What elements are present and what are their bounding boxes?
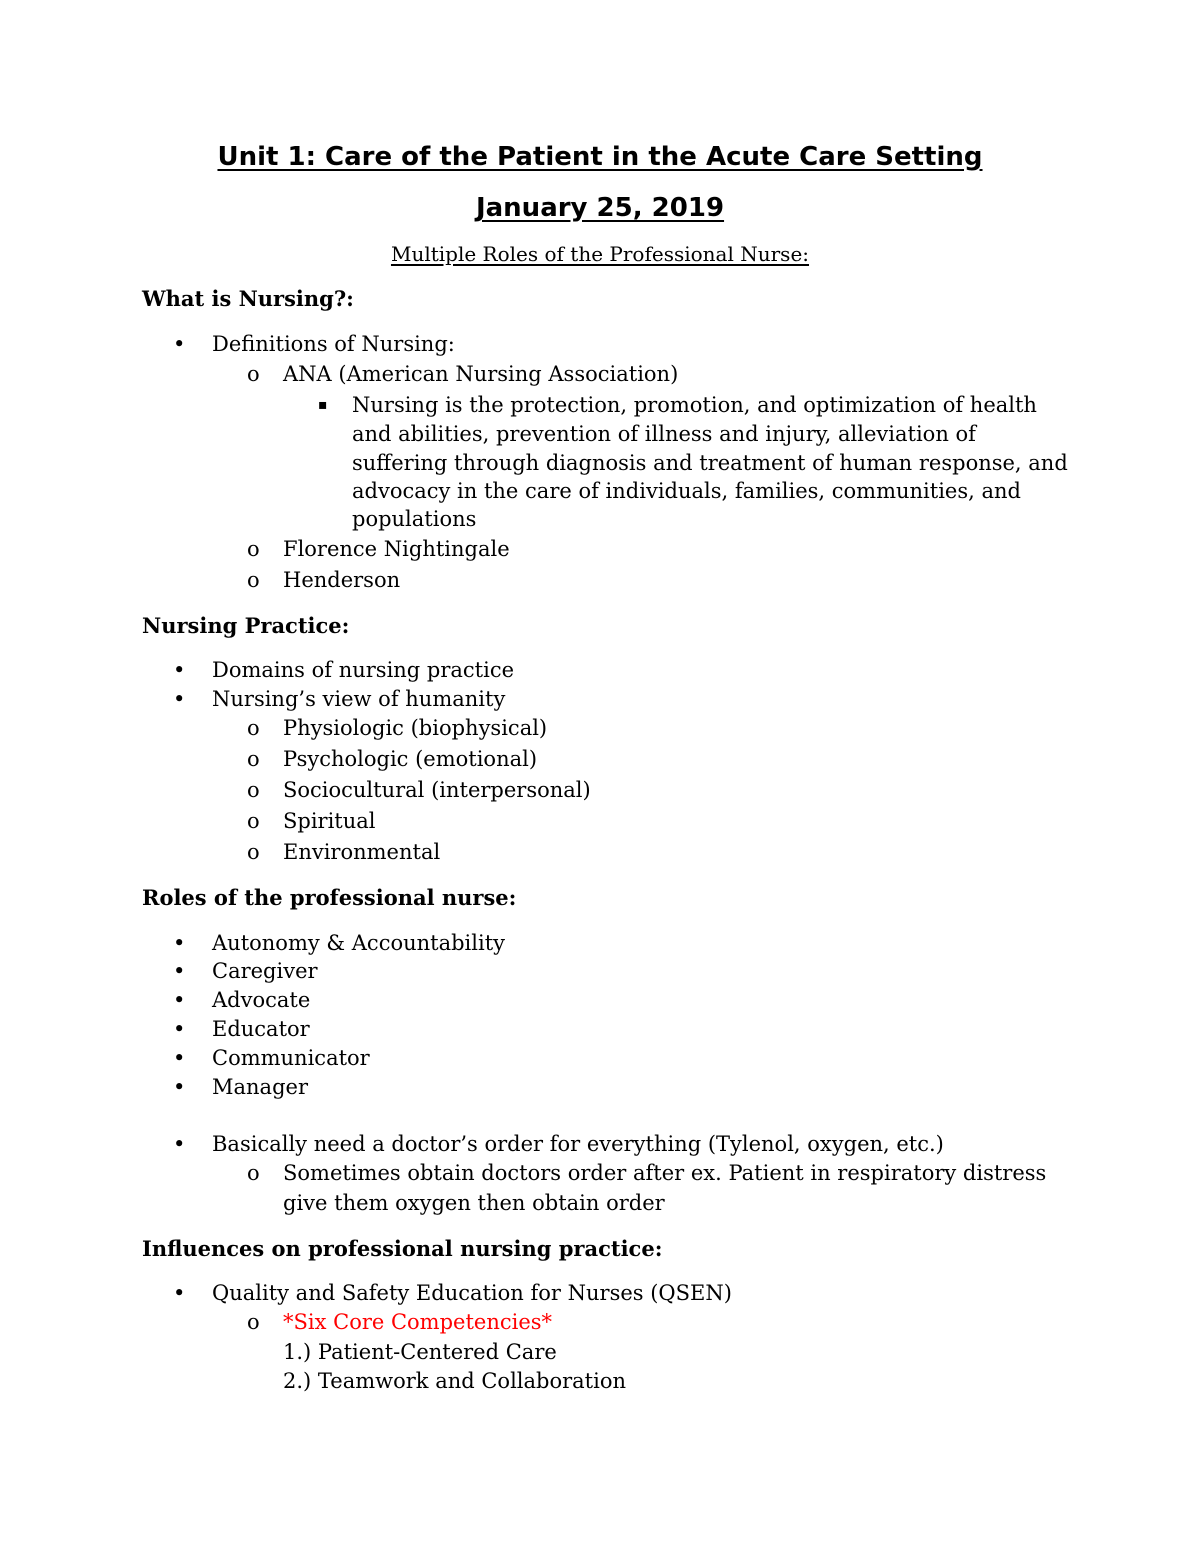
ana-definition-line: Nursing is the protection, promotion, and optimization of health (352, 393, 1037, 417)
list-item-view-type: Spiritual (283, 809, 376, 833)
ana-definition-line: and abilities, prevention of illness and injury, alleviation of (352, 422, 976, 446)
heading-what-is-nursing: What is Nursing?: (142, 286, 354, 311)
list-item-role: Communicator (212, 1046, 370, 1070)
bullet-circle: o (247, 1310, 260, 1334)
bullet-circle: o (247, 1161, 260, 1185)
list-item-view-type: Physiologic (biophysical) (283, 716, 548, 740)
list-item-definitions: Definitions of Nursing: (212, 332, 455, 356)
list-item-ana: ANA (American Nursing Association) (283, 362, 679, 386)
list-item-doctor-order: Basically need a doctor’s order for everything (Tylenol, oxygen, etc.) (212, 1132, 944, 1156)
document-date: January 25, 2019 (475, 193, 725, 223)
document-subtitle: Multiple Roles of the Professional Nurse: (390, 242, 810, 266)
bullet-disc: • (173, 1075, 186, 1099)
list-item-role: Caregiver (212, 959, 318, 983)
list-item-view-type: Psychologic (emotional) (283, 747, 538, 771)
competency-item: 2.) Teamwork and Collaboration (283, 1369, 626, 1393)
heading-roles: Roles of the professional nurse: (142, 885, 517, 910)
doctor-order-note-line: give them oxygen then obtain order (283, 1191, 665, 1215)
bullet-circle: o (247, 809, 260, 833)
bullet-disc: • (173, 332, 186, 356)
bullet-disc: • (173, 1046, 186, 1070)
bullet-disc: • (173, 1281, 186, 1305)
bullet-circle: o (247, 716, 260, 740)
list-item-role: Educator (212, 1017, 310, 1041)
list-item-henderson: Henderson (283, 568, 401, 592)
bullet-disc: • (173, 658, 186, 682)
ana-definition-line: suffering through diagnosis and treatment of human response, and (352, 451, 1068, 475)
list-item-nightingale: Florence Nightingale (283, 537, 510, 561)
bullet-circle: o (247, 537, 260, 561)
list-item-domains: Domains of nursing practice (212, 658, 515, 682)
list-item-view-type: Sociocultural (interpersonal) (283, 778, 591, 802)
bullet-circle: o (247, 362, 260, 386)
bullet-disc: • (173, 687, 186, 711)
list-item-view-type: Environmental (283, 840, 441, 864)
six-core-competencies: *Six Core Competencies* (283, 1310, 553, 1334)
list-item-qsen: Quality and Safety Education for Nurses (QSEN) (212, 1281, 732, 1305)
bullet-disc: • (173, 1017, 186, 1041)
bullet-disc: • (173, 931, 186, 955)
ana-definition-line: advocacy in the care of individuals, families, communities, and (352, 479, 1021, 503)
ana-definition-line: populations (352, 507, 477, 531)
bullet-disc: • (173, 1132, 186, 1156)
bullet-circle: o (247, 747, 260, 771)
bullet-square: ▪ (318, 397, 328, 413)
heading-influences: Influences on professional nursing practice: (142, 1236, 663, 1261)
list-item-role: Autonomy & Accountability (212, 931, 505, 955)
list-item-role: Manager (212, 1075, 308, 1099)
list-item-view: Nursing’s view of humanity (212, 687, 506, 711)
bullet-disc: • (173, 988, 186, 1012)
bullet-circle: o (247, 840, 260, 864)
heading-nursing-practice: Nursing Practice: (142, 613, 350, 638)
doctor-order-note-line: Sometimes obtain doctors order after ex. Patient in respiratory distress (283, 1161, 1047, 1185)
bullet-circle: o (247, 568, 260, 592)
competency-item: 1.) Patient-Centered Care (283, 1340, 557, 1364)
bullet-disc: • (173, 959, 186, 983)
list-item-role: Advocate (212, 988, 311, 1012)
bullet-circle: o (247, 778, 260, 802)
document-title: Unit 1: Care of the Patient in the Acute Care Setting (217, 142, 983, 172)
